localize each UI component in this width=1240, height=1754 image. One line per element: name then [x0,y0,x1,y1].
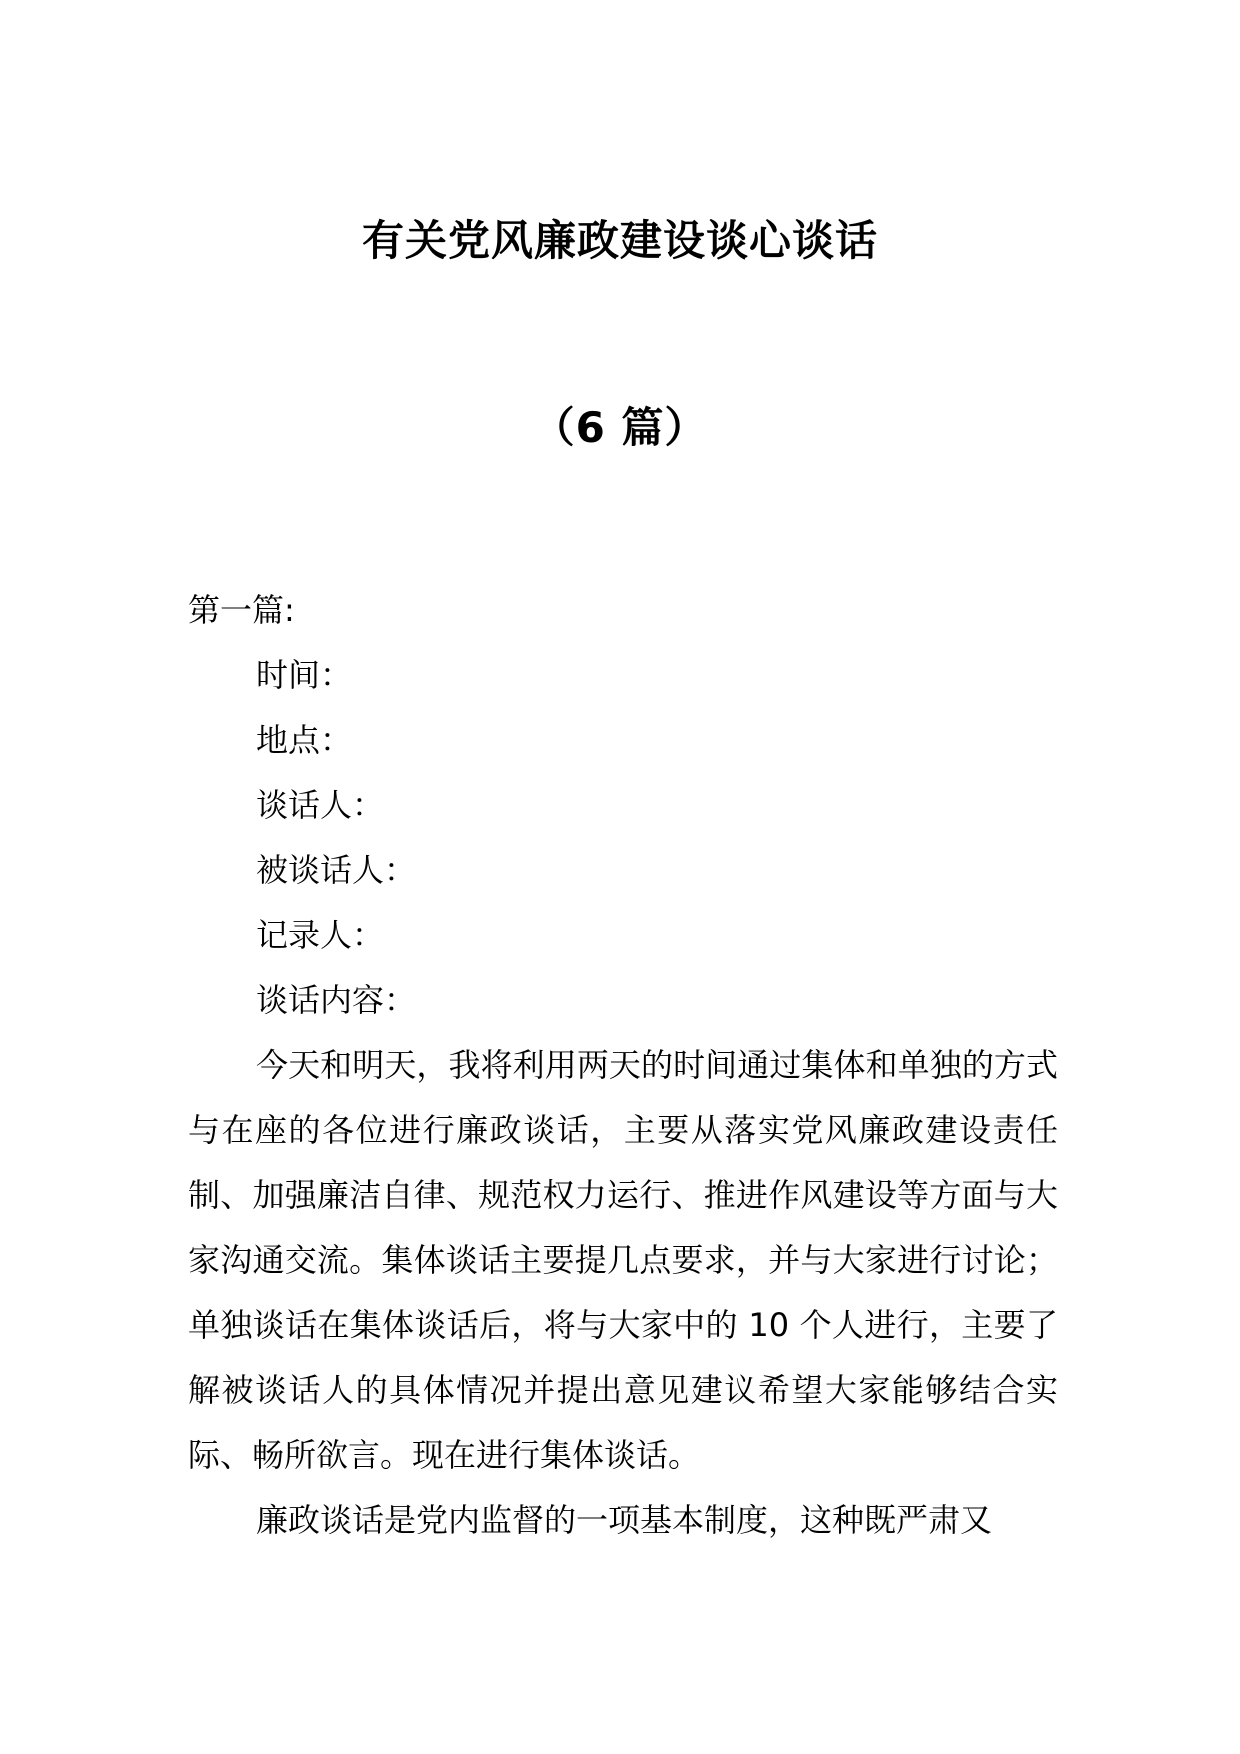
body-paragraph: 廉政谈话是党内监督的一项基本制度，这种既严肃又 [256,1501,993,1539]
section-label: 第一篇: [188,591,295,629]
field-content: 谈话内容： [256,981,417,1019]
document-title: 有关党风廉政建设谈心谈话 [361,216,878,265]
field-interviewee: 被谈话人： [256,851,417,889]
field-recorder: 记录人： [256,916,385,954]
field-interviewer: 谈话人： [256,786,385,824]
document-body [188,578,1058,1553]
document-subtitle: （6 篇） [532,403,708,452]
field-location: 地点： [256,721,353,759]
field-time: 时间： [256,656,353,694]
body-paragraph: 今天和明天，我将利用两天的时间通过集体和单独的方式与在座的各位进行廉政谈话，主要从落实党风廉政建设责任制、加强廉洁自律、规范权力运行、推进作风建设等方面与大家沟通交流。集体谈话主要提几点要求，并与大家进行讨论；单独谈话在集体谈话后，将与大家中的 10 个人进行，主要了解被谈话人的具体情况并提出意见建议希望大家能够结合实际、畅所欲言。现在进行集体谈话。 [188,1046,1058,1474]
